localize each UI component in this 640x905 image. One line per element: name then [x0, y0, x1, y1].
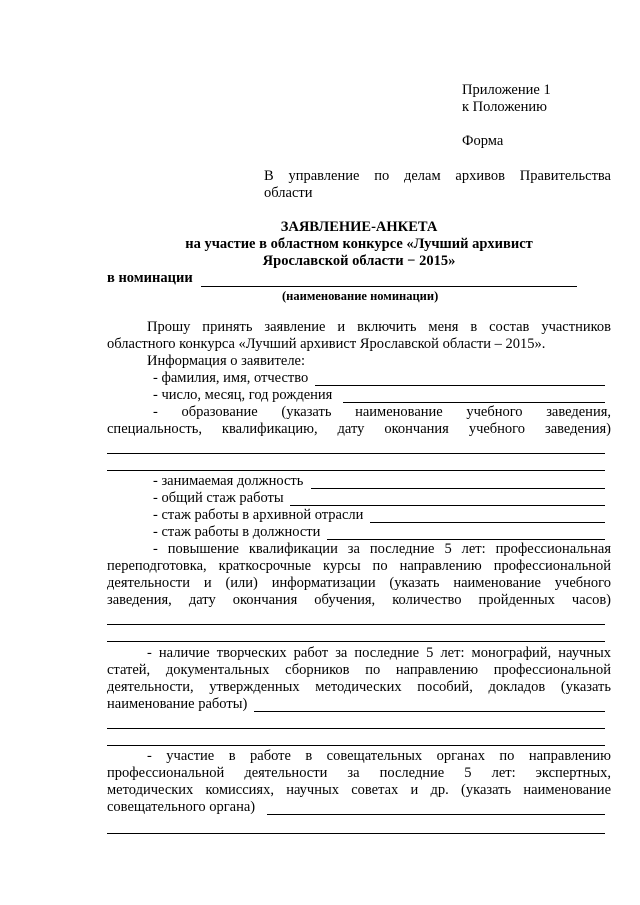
dob-label: - число, месяц, год рождения — [153, 387, 333, 403]
qualification-line-2: переподготовка, краткосрочные курсы по направлению профессиональной — [107, 558, 611, 574]
total-experience-field[interactable] — [290, 505, 605, 506]
position-experience-field[interactable] — [327, 539, 605, 540]
qualification-line-4: заведения, дату окончания обучения, количество пройденных часов) — [107, 592, 611, 608]
nomination-caption: (наименование номинации) — [282, 289, 439, 303]
document-subtitle-1: на участие в областном конкурсе «Лучший архивист — [185, 236, 533, 252]
document-subtitle-2: Ярославской области − 2015» — [262, 253, 456, 269]
fio-label: - фамилия, имя, отчество — [153, 370, 309, 386]
archive-experience-label: - стаж работы в архивной отрасли — [153, 507, 364, 523]
bodies-line-4: совещательного органа) — [107, 799, 256, 815]
request-line-2: областного конкурса «Лучший архивист Ярославской области – 2015». — [107, 336, 546, 352]
qualification-line-3: деятельности и (или) информатизации (указать наименование учебного — [107, 575, 611, 591]
form-label: Форма — [462, 133, 504, 149]
works-line-2: статей, документальных сборников по направлению профессиональной — [107, 662, 611, 678]
bodies-line-1: - участие в работе в совещательных органах по направлению — [147, 748, 611, 764]
works-line-1: - наличие творческих работ за последние 5 лет: монографий, научных — [147, 645, 611, 661]
works-field-2[interactable] — [107, 728, 605, 729]
bodies-field-2[interactable] — [107, 833, 605, 834]
dob-field[interactable] — [343, 402, 605, 403]
nomination-label: в номинации — [107, 270, 193, 286]
applicant-info-heading: Информация о заявителе: — [147, 353, 306, 369]
archive-experience-field[interactable] — [370, 522, 605, 523]
education-field-2[interactable] — [107, 470, 605, 471]
nomination-field[interactable] — [201, 286, 577, 287]
position-experience-label: - стаж работы в должности — [153, 524, 321, 540]
works-line-4: наименование работы) — [107, 696, 248, 712]
addressee-line-1: В управление по делам архивов Правительства — [264, 168, 611, 184]
appendix-line-1: Приложение 1 — [462, 82, 551, 98]
education-field-1[interactable] — [107, 453, 605, 454]
request-line-1: Прошу принять заявление и включить меня в состав участников — [147, 319, 611, 335]
education-line-1: - образование (указать наименование учебного заведения, — [153, 404, 611, 420]
fio-field[interactable] — [315, 385, 605, 386]
position-field[interactable] — [311, 488, 605, 489]
works-field-1[interactable] — [254, 711, 605, 712]
bodies-field-1[interactable] — [267, 814, 605, 815]
works-field-3[interactable] — [107, 745, 605, 746]
bodies-line-3: методических комиссиях, научных советах и др. (указать наименование — [107, 782, 611, 798]
document-title: ЗАЯВЛЕНИЕ-АНКЕТА — [280, 219, 438, 235]
appendix-line-2: к Положению — [462, 99, 547, 115]
works-line-3: деятельности, утвержденных методических пособий, докладов (указать — [107, 679, 611, 695]
qualification-field-2[interactable] — [107, 641, 605, 642]
qualification-line-1: - повышение квалификации за последние 5 лет: профессиональная — [153, 541, 611, 557]
education-line-2: специальность, квалификацию, дату окончания учебного заведения) — [107, 421, 611, 437]
bodies-line-2: профессиональной деятельности за последние 5 лет: экспертных, — [107, 765, 611, 781]
total-experience-label: - общий стаж работы — [153, 490, 284, 506]
qualification-field-1[interactable] — [107, 624, 605, 625]
addressee-line-2: области — [264, 185, 313, 201]
position-label: - занимаемая должность — [153, 473, 304, 489]
